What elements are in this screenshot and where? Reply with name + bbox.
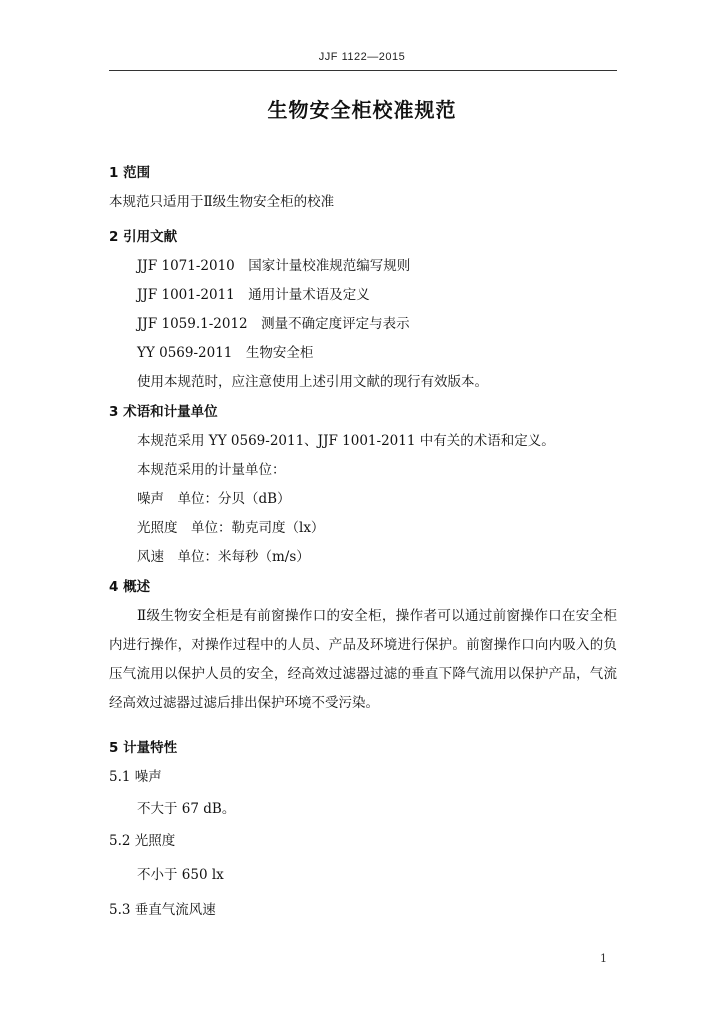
- subsection-text: 不小于 650 lx: [137, 867, 224, 883]
- section-1-heading: 1 范围: [109, 165, 151, 181]
- running-header: JJF 1122—2015: [318, 51, 406, 63]
- document-title: 生物安全柜校准规范: [267, 98, 457, 122]
- unit-item: 风速 单位：米每秒（m/s）: [137, 549, 310, 565]
- section-4-heading: 4 概述: [109, 579, 151, 595]
- section-2-note: 使用本规范时，应注意使用上述引用文献的现行有效版本。: [137, 374, 488, 390]
- section-5-heading: 5 计量特性: [109, 740, 178, 756]
- subsection-heading: 5.3 垂直气流风速: [109, 902, 216, 918]
- section-3-heading: 3 术语和计量单位: [109, 404, 218, 420]
- section-2-heading: 2 引用文献: [109, 229, 178, 245]
- page-number: 1: [600, 952, 607, 965]
- subsection-heading: 5.2 光照度: [109, 833, 176, 849]
- section-4-paragraph: Ⅱ级生物安全柜是有前窗操作口的安全柜，操作者可以通过前窗操作口在安全柜内进行操作，对操作过程中的人员、产品及环境进行保护。前窗操作口向内吸入的负压气流用以保护人员的安全，经高效过滤器过滤的垂直下降气流用以保护产品，气流经高效过滤器过滤后排出保护环境不受污染。: [109, 608, 617, 711]
- reference-item: JJF 1059.1-2012 测量不确定度评定与表示: [137, 316, 410, 332]
- reference-item: JJF 1001-2011 通用计量术语及定义: [137, 287, 370, 303]
- reference-item: JJF 1071-2010 国家计量校准规范编写规则: [137, 258, 411, 274]
- section-3-text: 本规范采用的计量单位：: [137, 462, 286, 478]
- subsection-heading: 5.1 噪声: [109, 769, 162, 785]
- unit-item: 噪声 单位：分贝（dB）: [137, 491, 291, 507]
- header-rule: [109, 70, 617, 71]
- unit-item: 光照度 单位：勒克司度（lx）: [137, 520, 325, 536]
- section-3-text: 本规范采用 YY 0569-2011、JJF 1001-2011 中有关的术语和定义。: [137, 433, 555, 449]
- section-1-text: 本规范只适用于Ⅱ级生物安全柜的校准: [109, 194, 335, 210]
- subsection-text: 不大于 67 dB。: [137, 801, 236, 817]
- reference-item: YY 0569-2011 生物安全柜: [137, 345, 314, 361]
